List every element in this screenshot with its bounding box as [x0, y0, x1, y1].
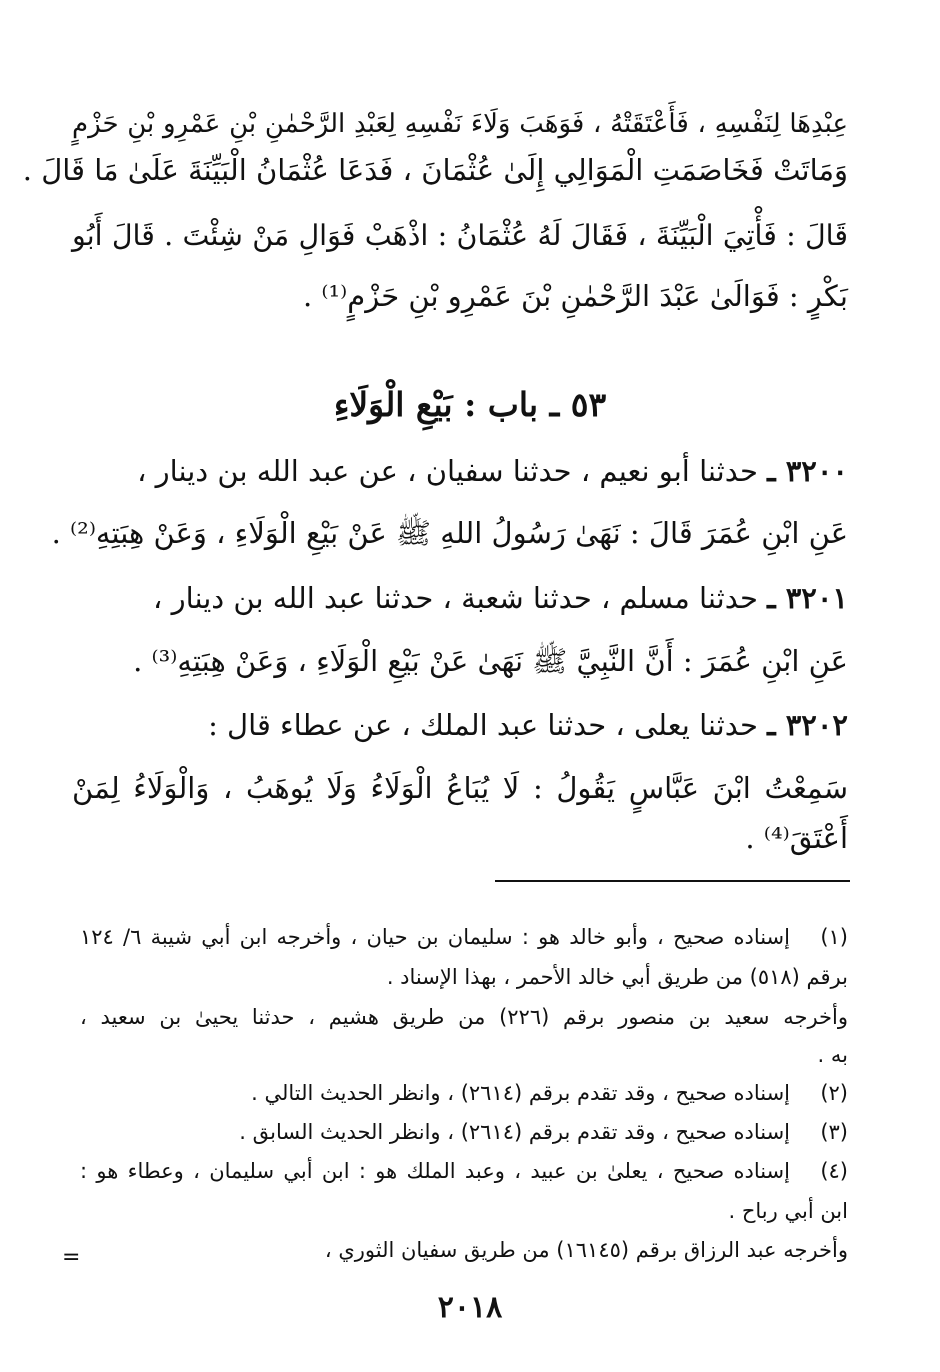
footnote-3-number: (٣) — [820, 1120, 848, 1144]
footnote-1-line-3: وأخرجه سعيد بن منصور برقم (٢٢٦) من طريق هشيم ، حدثنا يحيىٰ بن سعيد ، — [80, 1005, 848, 1029]
page-number: ٢٠١٨ — [437, 1290, 503, 1325]
hadith-3201-isnad — [153, 578, 848, 618]
footnote-separator — [495, 880, 850, 882]
text-line-1: عِبْدِهَا لِنَفْسِهِ ، فَأَعْتَقَتْهُ ، فَوَهَبَ وَلَاءَ نَفْسِهِ لِعَبْدِ الرَّحْمٰنِ بْنِ عَمْرِو بْنِ حَزْمٍ — [72, 109, 848, 139]
hadith-3200-isnad — [137, 451, 848, 491]
hadith-3200-matn: عَنِ ابْنِ عُمَرَ قَالَ : نَهَىٰ رَسُولُ اللهِ ﷺ عَنْ بَيْعِ الْوَلَاءِ ، وَعَنْ هِبَتِهِ⁽²⁾ . — [51, 516, 848, 550]
hadith-isnad: حدثنا مسلم ، حدثنا شعبة ، حدثنا عبد الله بن دينار ، — [153, 581, 758, 615]
hadith-number: ٣٢٠٠ ـ — [767, 454, 848, 488]
hadith-3202-matn: سَمِعْتُ ابْنَ عَبَّاسٍ يَقُولُ : لَا يُبَاعُ الْوَلَاءُ وَلَا يُوهَبُ ، وَالْوَلَاءُ لِمَنْ — [72, 771, 848, 805]
hadith-3202-isnad — [208, 705, 848, 745]
footnote-4-line-2: ابن أبي رباح . — [728, 1199, 848, 1223]
footnote-1-number: (١) — [820, 925, 848, 949]
text-line-3: قَالَ : فَأْتِيَ الْبَيِّنَةَ ، فَقَالَ لَهُ عُثْمَانُ : اذْهَبْ فَوَالِ مَنْ شِئْتَ . قَالَ أَبُو — [72, 219, 848, 252]
continuation-mark: = — [62, 1245, 81, 1270]
footnote-1-line-1: إسناده صحيح ، وأبو خالد هو : سليمان بن حيان ، وأخرجه ابن أبي شيبة ٦/ ١٢٤ — [80, 925, 790, 949]
hadith-number: ٣٢٠١ ـ — [767, 581, 848, 615]
footnote-1-line-4: به . — [817, 1043, 848, 1067]
footnote-4-line-1: إسناده صحيح ، يعلىٰ بن عبيد ، وعبد الملك هو : ابن أبي سليمان ، وعطاء هو : — [80, 1159, 790, 1183]
hadith-number: ٣٢٠٢ ـ — [767, 708, 848, 742]
text-line-2: وَمَاتَتْ فَخَاصَمَتِ الْمَوَالِي إِلَىٰ عُثْمَانَ ، فَدَعَا عُثْمَانُ الْبَيِّنَةَ عَلَىٰ مَا قَالَ . — [22, 153, 848, 187]
hadith-3201-matn: عَنِ ابْنِ عُمَرَ : أَنَّ النَّبِيَّ ﷺ نَهَىٰ عَنْ بَيْعِ الْوَلَاءِ ، وَعَنْ هِبَتِهِ⁽³⁾ . — [133, 644, 848, 678]
chapter-heading: ٥٣ ـ باب : بَيْعِ الْوَلَاءِ — [333, 385, 607, 424]
footnote-3-line-1: إسناده صحيح ، وقد تقدم برقم (٢٦١٤) ، وانظر الحديث السابق . — [239, 1120, 790, 1144]
hadith-isnad: حدثنا يعلى ، حدثنا عبد الملك ، عن عطاء قال : — [208, 708, 758, 742]
hadith-3202-matn-cont: أَعْتَقَ⁽⁴⁾ . — [745, 821, 848, 855]
footnote-2-line-1: إسناده صحيح ، وقد تقدم برقم (٢٦١٤) ، وانظر الحديث التالي . — [251, 1081, 790, 1105]
hadith-isnad: حدثنا أبو نعيم ، حدثنا سفيان ، عن عبد الله بن دينار ، — [137, 454, 758, 488]
footnote-4-number: (٤) — [820, 1159, 848, 1183]
footnote-1-line-2: برقم (٥١٨) من طريق أبي خالد الأحمر ، بهذا الإسناد . — [386, 965, 848, 989]
text-line-4: بَكْرٍ : فَوَالَىٰ عَبْدَ الرَّحْمٰنِ بْنَ عَمْرِو بْنِ حَزْمٍ⁽¹⁾ . — [302, 279, 848, 313]
footnote-2-number: (٢) — [820, 1081, 848, 1105]
footnote-4-line-3: وأخرجه عبد الرزاق برقم (١٦١٤٥) من طريق سفيان الثوري ، — [324, 1238, 848, 1262]
